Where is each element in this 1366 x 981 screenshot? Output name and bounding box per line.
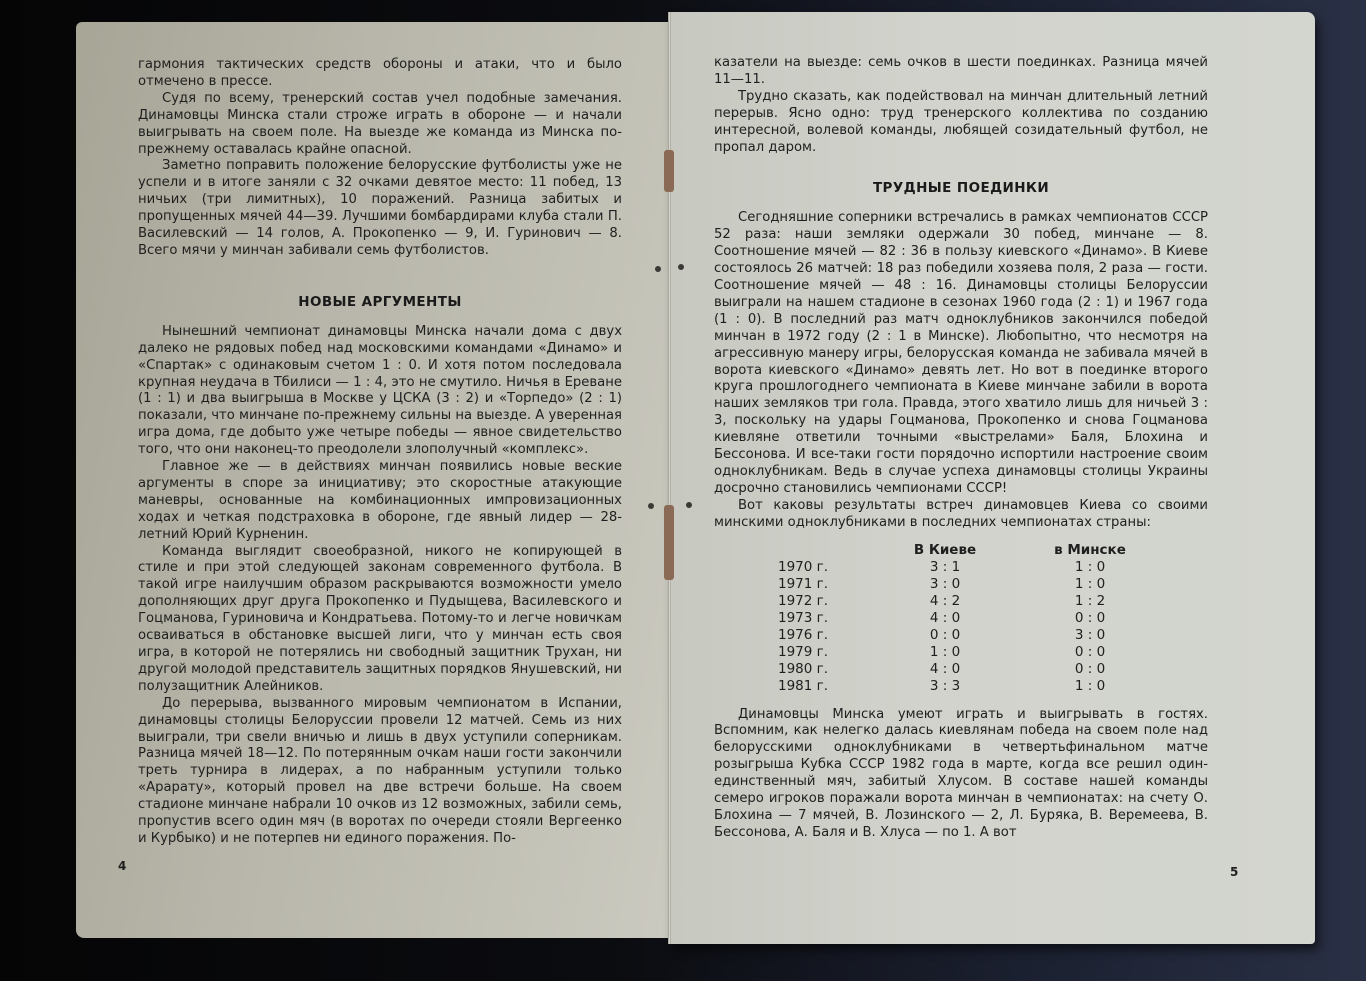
kiev-score-cell: 4 : 0 — [929, 660, 961, 677]
year-cell: 1970 г. — [778, 558, 829, 575]
table-row — [714, 610, 1208, 627]
year-cell: 1976 г. — [778, 626, 829, 643]
kiev-score-cell: 4 : 2 — [929, 592, 961, 609]
paragraph: Заметно поправить положение белорусские футболисты уже не успели и в итоге заняли с 32 очками девятое место: 11 побед, 13 ничьих (три лимитных), 10 поражений. Разница забитых и пропущенных мячей 44—39. Лучшими бомбардирами клуба стали П. Василевский — 14 голов, А. Прокопенко — 9, И. Гуринович — 8. Всего мячи у минчан забивали семь футболистов. — [138, 158, 622, 258]
paragraph: гармония тактических средств обороны и атаки, что и было отмечено в прессе. — [138, 57, 622, 89]
year-cell: 1973 г. — [778, 609, 829, 626]
left-text-column — [138, 57, 622, 848]
minsk-score-cell: 0 : 0 — [1074, 609, 1106, 626]
column-header-kiev: В Киеве — [913, 541, 977, 558]
minsk-score-cell: 1 : 2 — [1074, 592, 1106, 609]
kiev-score-cell: 1 : 0 — [929, 643, 961, 660]
table-row — [714, 644, 1208, 661]
results-table — [714, 542, 1208, 695]
paragraph: Нынешний чемпионат динамовцы Минска начали дома с двух далеко не рядовых побед над московскими командами «Динамо» и «Спартак» с одинаковым счетом 1 : 0. И хотя потом последовала крупная неудача в Тбилиси — 1 : 4, это не смутило. Ничья в Ереване (1 : 1) и два выигрыша в Москве у ЦСКА (3 : 2) и «Торпедо» (2 : 1) показали, что минчане по-прежнему сильны на выезде. А уверенная игра дома, где добыто уже четыре победы — явное свидетельство того, что они наконец-то преодолели злополучный «комплекс». — [138, 323, 622, 458]
table-row — [714, 627, 1208, 644]
kiev-score-cell: 0 : 0 — [929, 626, 961, 643]
minsk-score-cell: 0 : 0 — [1074, 643, 1106, 660]
staple-top — [664, 150, 674, 192]
paragraph: Команда выглядит своеобразной, никого не копирующей в стиле и при этой следующей законам современного футбола. В такой игре наилучшим образом раскрываются возможности умело дополняющих друг друга Прокопенко и Пудыщева, Василевского и Гоцманова, Гуриновича и Кондратьева. Потому-то и легче новичкам осваиваться в обстановке высшей лиги, что у минчан есть своя игра, в которой не потерялись ни свободный защитник Трухан, ни другой молодой представитель защитных порядков Янушевский, ни полузащитник Алейников. — [138, 543, 622, 694]
column-header-year — [714, 542, 860, 559]
paragraph: казатели на выезде: семь очков в шести поединках. Разница мячей 11—11. — [714, 55, 1208, 87]
year-cell: 1971 г. — [778, 575, 829, 592]
staple-hole — [686, 502, 692, 508]
minsk-score-cell: 1 : 0 — [1074, 677, 1106, 694]
table-row — [714, 576, 1208, 593]
paragraph: Сегодняшние соперники встречались в рамках чемпионатов СССР 52 раза: наши земляки одержали 30 побед, минчане — 8. Соотношение мячей — 82 : 36 в пользу киевского «Динамо». В Киеве состоялось 26 матчей: 18 раз победили хозяева поля, 2 раза — гости. Соотношение мячей — 48 : 16. Динамовцы столицы Белоруссии выиграли на нашем стадионе в сезонах 1960 года (2 : 1) и 1967 года (1 : 0). В последний раз матч одноклубников закончился победой минчан в 1972 году (2 : 1 в Минске). Любопытно, что несмотря на агрессивную манеру игры, белорусская команда не забивала мячей в ворота киевского «Динамо» девять лет. Но вот в поединке второго круга прошлогоднего чемпионата в Киеве минчане забили в ворота наших земляков три гола. Правда, этого хватило лишь для ничьей 3 : 3, поскольку на удары Гоцманова, Прокопенко и снова Гоцманова киевляне ответили точными «выстрелами» Баля, Блохина и Бессонова. И все-таки гости порядочно испортили настроение своим одноклубникам. Ведь в случае успеха динамовцы столицы Украины досрочно становились чемпионами СССР! — [714, 210, 1208, 496]
year-cell: 1980 г. — [778, 660, 829, 677]
page-number-left: 4 — [118, 859, 127, 873]
page-number-right: 5 — [1230, 865, 1239, 879]
minsk-score-cell: 1 : 0 — [1074, 575, 1106, 592]
right-page — [670, 12, 1315, 944]
paragraph: Динамовцы Минска умеют играть и выигрывать в гостях. Вспомним, как нелегко далась киевлянам победа на своем поле над белорусскими одноклубниками в четвертьфинальном матче розыгрыша Кубка СССР 1982 года в марте, когда все решил один-единственный мяч, забитый Хлусом. В составе нашей команды семеро игроков поражали ворота минчан в чемпионатах: на счету О. Блохина — 7 мячей, В. Лозинского — 2, Л. Буряка, В. Веремеева, В. Бессонова, А. Баля и В. Хлуса — по 1. А вот — [714, 706, 1208, 840]
table-row — [714, 559, 1208, 576]
paragraph: Вот каковы результаты встреч динамовцев Киева со своими минскими одноклубниками в последних чемпионатах страны: — [714, 497, 1208, 530]
section-title-new-arguments: НОВЫЕ АРГУМЕНТЫ — [298, 293, 462, 310]
kiev-score-cell: 3 : 0 — [929, 575, 961, 592]
minsk-score-cell: 0 : 0 — [1074, 660, 1106, 677]
minsk-score-cell: 1 : 0 — [1074, 558, 1106, 575]
paragraph: До перерыва, вызванного мировым чемпионатом в Испании, динамовцы столицы Белоруссии провели 12 матчей. Семь из них выиграли, три свели вничью и лишь в двух уступили соперникам. Разница мячей 18—12. По потерянным очкам наши гости закончили треть турнира в лидерах, а по набранным уступили только «Арарату», который провел на две встречи больше. На своем стадионе минчане набрали 10 очков из 12 возможных, забили семь, пропустив всего один мяч (в воротах по очереди стояли Вергеенко и Курбыко) и не потерпев ни единого поражения. По- — [138, 695, 622, 846]
staple-hole — [648, 503, 654, 509]
kiev-score-cell: 4 : 0 — [929, 609, 961, 626]
column-header-minsk: в Минске — [1054, 541, 1126, 558]
table-row — [714, 593, 1208, 610]
results-table-header — [714, 542, 1208, 559]
right-text-column — [714, 55, 1208, 842]
paragraph: Судя по всему, тренерский состав учел подобные замечания. Динамовцы Минска стали строже играть в обороне — и начали выигрывать на своем поле. На выезде же команда из Минска по-прежнему оставалась крайне опасной. — [138, 90, 622, 157]
table-row — [714, 678, 1208, 695]
section-title-hard-matches: ТРУДНЫЕ ПОЕДИНКИ — [872, 180, 1050, 197]
left-page — [76, 22, 672, 938]
year-cell: 1981 г. — [778, 677, 829, 694]
kiev-score-cell: 3 : 3 — [929, 677, 961, 694]
minsk-score-cell: 3 : 0 — [1074, 626, 1106, 643]
paragraph: Главное же — в действиях минчан появились новые веские аргументы в споре за инициативу; это скоростные атакующие маневры, основанные на комбинационных импровизационных ходах и четкая подстраховка в обороне, где явный лидер — 28-летний Юрий Курненин. — [138, 459, 622, 542]
paragraph: Трудно сказать, как подействовал на минчан длительный летний перерыв. Ясно одно: труд тренерского коллектива по созданию интересной, волевой команды, любящей созидательный футбол, не пропал даром. — [714, 88, 1208, 155]
staple-bottom — [664, 505, 674, 580]
table-row — [714, 661, 1208, 678]
staple-hole — [678, 264, 684, 270]
kiev-score-cell: 3 : 1 — [929, 558, 961, 575]
year-cell: 1979 г. — [778, 643, 829, 660]
year-cell: 1972 г. — [778, 592, 829, 609]
staple-hole — [655, 266, 661, 272]
